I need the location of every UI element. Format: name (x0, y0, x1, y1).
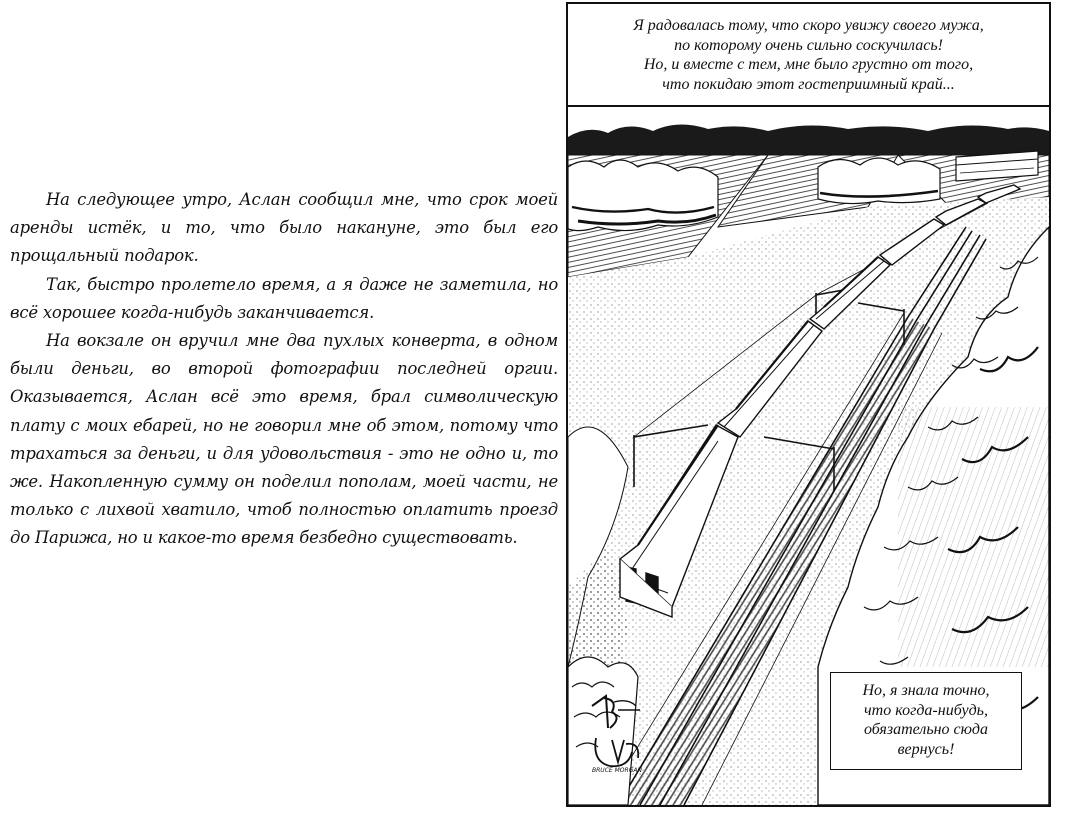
comic-panel (566, 2, 1051, 807)
signature-text: BRUCE MORGAN (592, 767, 643, 774)
narrative-text (10, 186, 558, 553)
caption-top-text: Я радовалась тому, что скоро увижу своего мужа, по которому очень сильно соскучилась! Но, и вместе с тем, мне было грустно от того, что покидаю этот гостеприимный край... (633, 17, 984, 93)
farm-building (956, 151, 1038, 181)
narrative-paragraph-1: На следующее утро, Аслан сообщил мне, что срок моей аренды истёк, и то, что было накануне, это был его прощальный подарок. (10, 190, 558, 266)
narrative-paragraph-2: Так, быстро пролетело время, а я даже не заметила, но всё хорошее когда-нибудь заканчивается. (10, 274, 558, 322)
caption-bottom-text: Но, я знала точно, что когда-нибудь, обязательно сюда вернусь! (862, 682, 990, 758)
artist-signature (588, 692, 646, 774)
distant-treeline (568, 124, 1049, 155)
caption-box-bottom (830, 672, 1022, 770)
narrative-paragraph-3: На вокзале он вручил мне два пухлых конверта, в одном были деньги, во второй фотографии последней оргии. Оказывается, Аслан всё это время, брал символическую плату с моих ебарей, но не говорил мне об этом, потому что трахаться за деньги, и для удовольствия - это не одно и, то же. Накопленную сумму он поделил пополам, моей части, не только с лихвой хватило, чтоб полностью оплатить проезд до Парижа, но и какое-то время безбедно существовать. (10, 331, 558, 548)
caption-box-top (568, 4, 1049, 107)
